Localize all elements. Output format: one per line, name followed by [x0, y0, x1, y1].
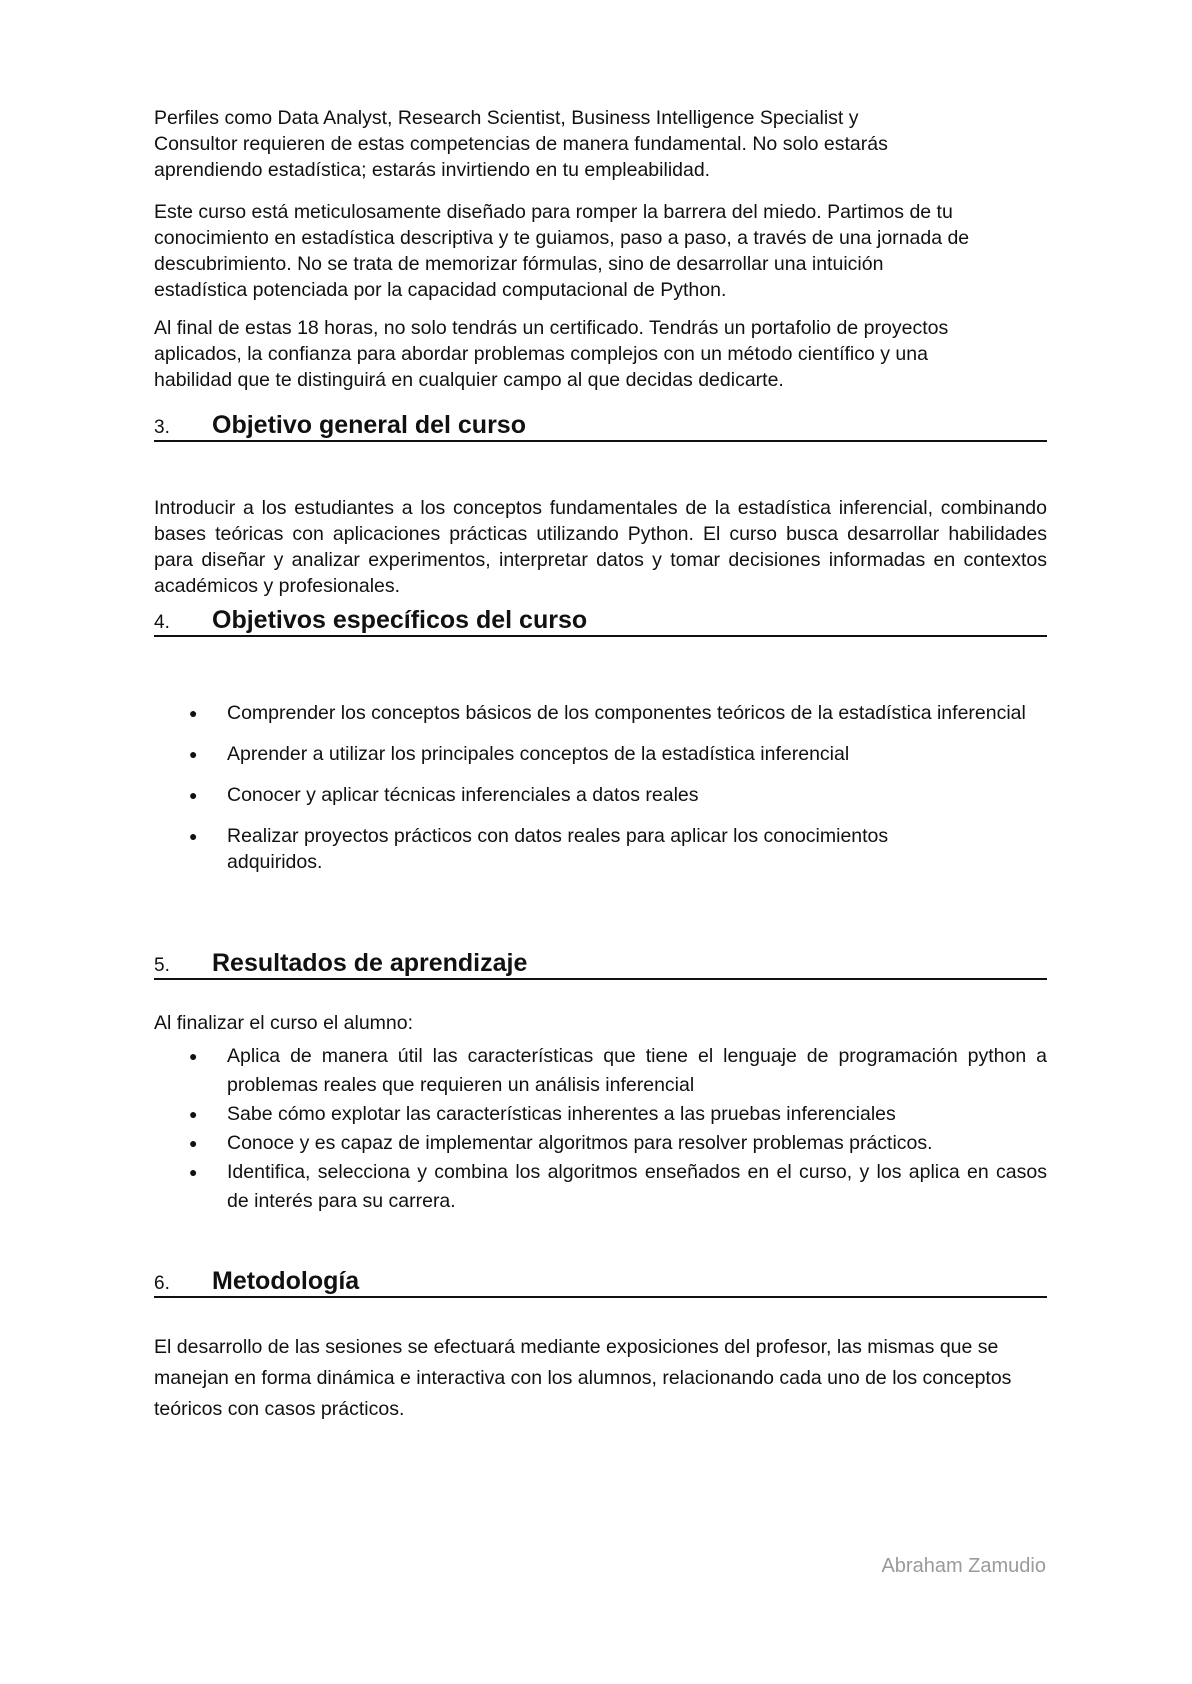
section-number: 6.	[154, 1273, 170, 1294]
list-item: ● Realizar proyectos prácticos con datos reales para aplicar los conocimientos adquiridos.	[154, 823, 1047, 875]
section-heading-4	[154, 601, 1047, 637]
footer-author: Abraham Zamudio	[881, 1555, 1046, 1577]
list-item: ● Identifica, selecciona y combina los algoritmos enseñados en el curso, y los aplica en casos de interés para su carrera.	[154, 1158, 1047, 1216]
list-item: ● Conocer y aplicar técnicas inferenciales a datos reales	[154, 782, 1047, 808]
section-number: 4.	[154, 612, 170, 633]
section-heading-3	[154, 406, 1047, 442]
learning-outcomes-intro: Al finalizar el curso el alumno:	[154, 1012, 414, 1034]
section-heading-5	[154, 944, 1047, 980]
list-item: ● Comprender los conceptos básicos de los componentes teóricos de la estadística inferencial	[154, 700, 1047, 726]
specific-objectives-list	[154, 700, 1047, 875]
section-number: 3.	[154, 417, 170, 438]
learning-outcomes-list	[154, 1042, 1047, 1216]
section-title: Objetivos específicos del curso	[212, 606, 588, 634]
list-item: ● Conoce y es capaz de implementar algoritmos para resolver problemas prácticos.	[154, 1129, 1047, 1158]
section-title: Resultados de aprendizaje	[212, 949, 528, 977]
section-3-body: Introducir a los estudiantes a los conceptos fundamentales de la estadística inferencial, combinando bases teóricas con aplicaciones prácticas utilizando Python. El curso busca desarrollar habilidades para diseñar y analizar experimentos, interpretar datos y tomar decisiones informadas en contextos académicos y profesionales.	[154, 497, 1047, 597]
section-6-body: El desarrollo de las sesiones se efectuará mediante exposiciones del profesor, las mismas que se manejan en forma dinámica e interactiva con los alumnos, relacionando cada uno de los conceptos teóricos con casos prácticos.	[154, 1336, 1012, 1420]
section-title: Metodología	[212, 1267, 360, 1295]
intro-paragraph-1: Perfiles como Data Analyst, Research Scientist, Business Intelligence Specialist y Consultor requieren de estas competencias de manera fundamental. No solo estarás aprendiendo estadística; estarás invirtiendo en tu empleabilidad.	[154, 107, 888, 181]
intro-paragraph-2: Este curso está meticulosamente diseñado para romper la barrera del miedo. Partimos de tu conocimiento en estadística descriptiva y te guiamos, paso a paso, a través de una jornada de descubrimiento. No se trata de memorizar fórmulas, sino de desarrollar una intuición estadística potenciada por la capacidad computacional de Python.	[154, 201, 970, 301]
section-number: 5.	[154, 955, 170, 976]
list-item: ● Sabe cómo explotar las características inherentes a las pruebas inferenciales	[154, 1100, 1047, 1129]
section-title: Objetivo general del curso	[212, 411, 526, 439]
list-item: ● Aprender a utilizar los principales conceptos de la estadística inferencial	[154, 741, 1047, 767]
list-item: ● Aplica de manera útil las características que tiene el lenguaje de programación python a problemas reales que requieren un análisis inferencial	[154, 1042, 1047, 1100]
section-heading-6	[154, 1262, 1047, 1298]
intro-paragraph-3: Al final de estas 18 horas, no solo tendrás un certificado. Tendrás un portafolio de proyectos aplicados, la confianza para abordar problemas complejos con un método científico y una habilidad que te distinguirá en cualquier campo al que decidas dedicarte.	[154, 317, 949, 391]
